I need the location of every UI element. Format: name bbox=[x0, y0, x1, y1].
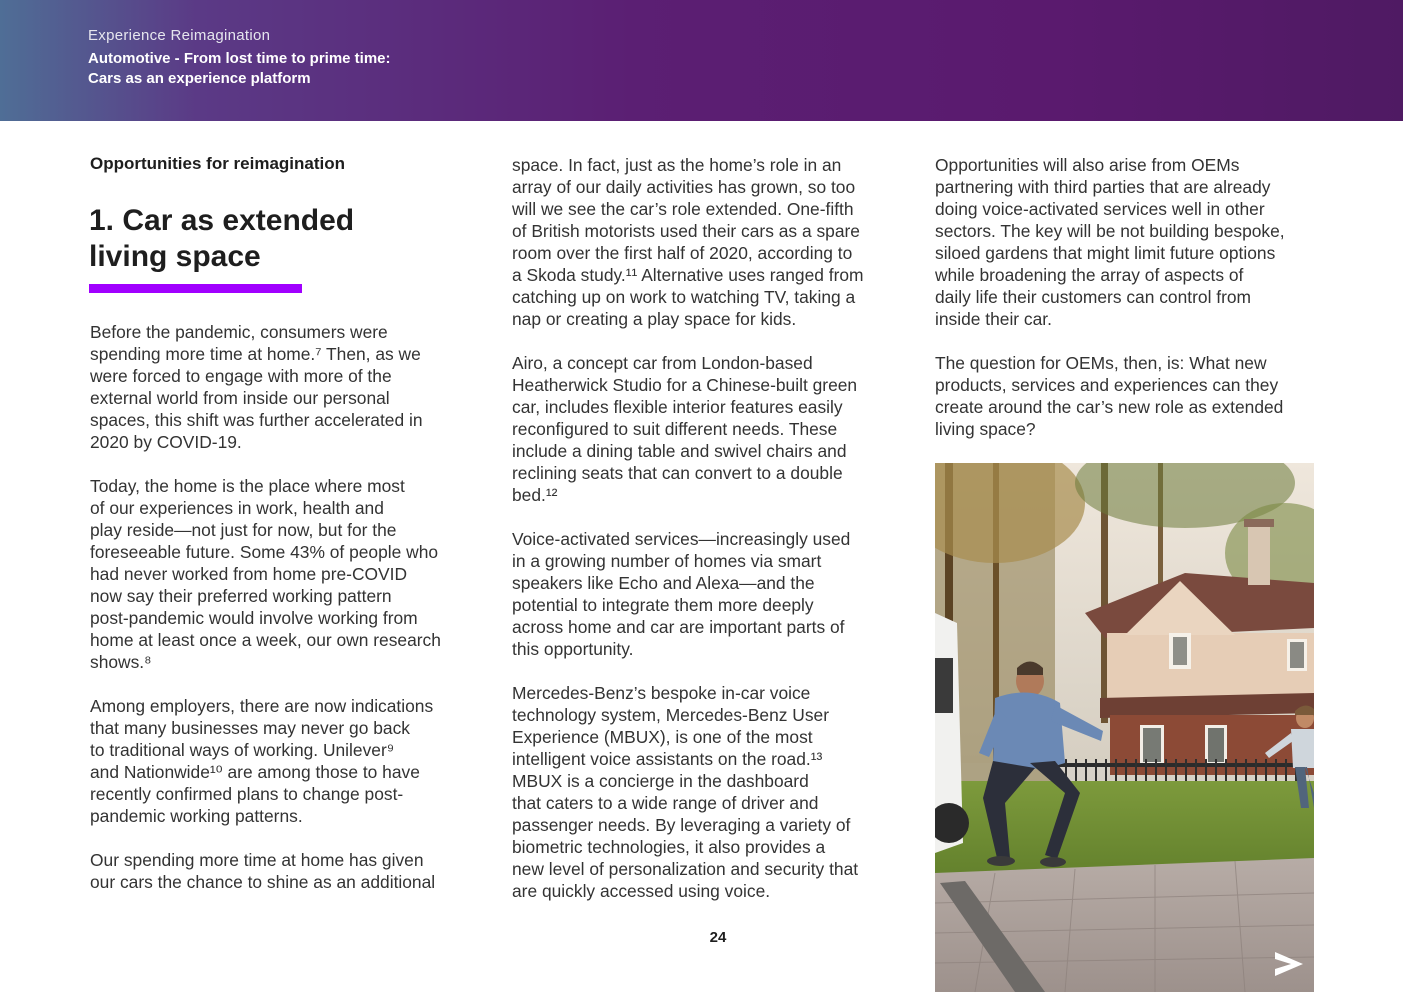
paragraph: The question for OEMs, then, is: What new products, services and experiences can they create around the car’s new role as extended living space? bbox=[935, 353, 1284, 439]
paragraph: Today, the home is the place where most of our experiences in work, health and play reside—not just for now, but for the foreseeable future. Some 43% of people who had never worked from home pre-COVID now say their preferred working pattern post-pandemic would involve working from home at least once a week, our own research shows.⁸ bbox=[90, 476, 441, 672]
section-title bbox=[89, 203, 469, 275]
paragraph: Our spending more time at home has given our cars the chance to shine as an additional bbox=[90, 850, 436, 892]
paragraph: space. In fact, just as the home’s role in an array of our daily activities has grown, so too will we see the car’s role extended. One-fifth of British motorists used their cars as a spare room over the first half of 2020, according to a Skoda study.¹¹ Alternative uses ranged from catching up on work to watching TV, taking a nap or creating a play space for kids. bbox=[512, 155, 864, 329]
text-column-2 bbox=[512, 154, 864, 924]
header-kicker: Experience Reimagination bbox=[88, 27, 271, 44]
paragraph: Before the pandemic, consumers were spending more time at home.⁷ Then, as we were forced to engage with more of the external world from inside our personal spaces, this shift was further accelerated in 2020 by COVID-19. bbox=[90, 322, 423, 452]
section-title-line: 1. Car as extended bbox=[89, 204, 355, 237]
brand-chevron-icon bbox=[1272, 948, 1306, 982]
paragraph: Among employers, there are now indications that many businesses may never go back to traditional ways of working. Unilever⁹ and Nationwide¹⁰ are among those to have recently confirmed plans to change post- pandemic working patterns. bbox=[90, 696, 434, 826]
title-accent-bar bbox=[89, 284, 302, 293]
section-label: Opportunities for reimagination bbox=[90, 154, 346, 173]
header-title-line: Automotive - From lost time to prime time: bbox=[88, 50, 391, 67]
text-column-1 bbox=[90, 321, 441, 915]
page-number: 24 bbox=[709, 929, 727, 946]
paragraph: Voice-activated services—increasingly used in a growing number of homes via smart speakers like Echo and Alexa—and the potential to integrate them more deeply across home and car are important parts of this opportunity. bbox=[512, 529, 851, 659]
paragraph: Opportunities will also arise from OEMs partnering with third parties that are already doing voice-activated services well in other sectors. The key will be not building bespoke, siloed gardens that might limit future options while broadening the array of aspects of daily life their customers can control from inside their car. bbox=[935, 155, 1285, 329]
paragraph: Airo, a concept car from London-based Heatherwick Studio for a Chinese-built green car, includes flexible interior features easily reconfigured to suit different needs. These include a dining table and swivel chairs and reclining seats that can convert to a double bed.¹² bbox=[512, 353, 858, 505]
paragraph: Mercedes-Benz’s bespoke in-car voice technology system, Mercedes-Benz User Experience (MBUX), is one of the most intelligent voice assistants on the road.¹³ MBUX is a concierge in the dashboard that caters to a wide range of driver and passenger needs. By leveraging a variety of biometric technologies, it also provides a new level of personalization and security that are quickly accessed using voice. bbox=[512, 683, 859, 901]
section-title-line: living space bbox=[89, 240, 261, 273]
header-title-line: Cars as an experience platform bbox=[88, 70, 311, 87]
family-house-photo bbox=[935, 463, 1314, 992]
header-title bbox=[88, 49, 391, 89]
text-column-3 bbox=[935, 154, 1285, 462]
header-banner bbox=[0, 0, 1403, 121]
